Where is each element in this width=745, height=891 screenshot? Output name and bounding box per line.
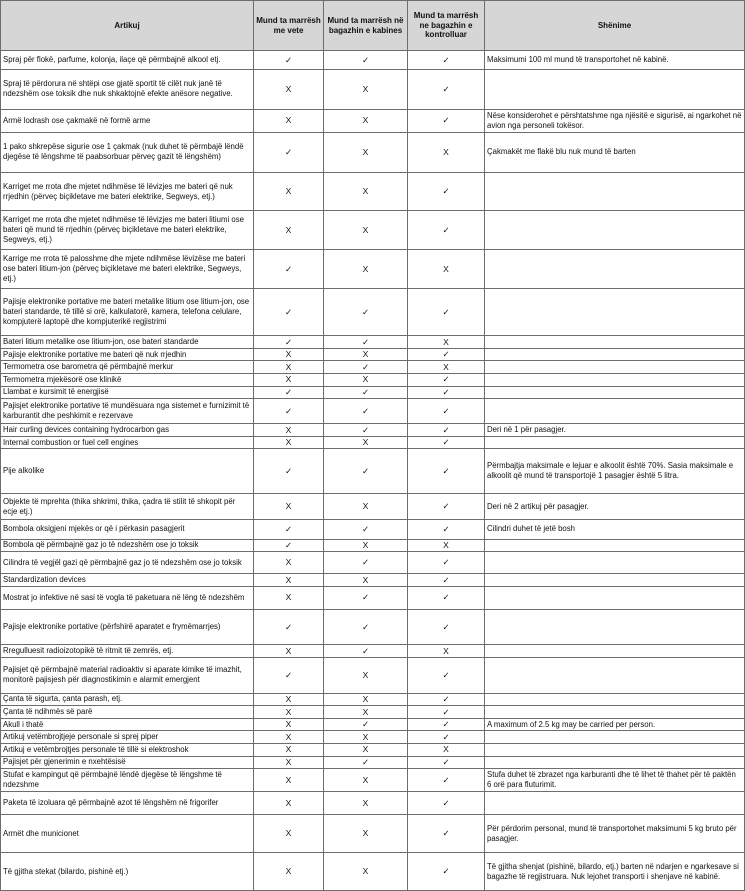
cell-notes	[485, 436, 745, 449]
table-row	[1, 853, 745, 891]
table-row	[1, 289, 745, 336]
cell-carry-on-person: X	[254, 693, 324, 706]
table-row	[1, 706, 745, 719]
table-row	[1, 436, 745, 449]
cell-item: Artikuj e vetëmbrojtjes personale të tillë si elektroshok	[1, 743, 254, 756]
table-row	[1, 769, 745, 792]
cell-notes	[485, 645, 745, 658]
cell-carry-on-person: X	[254, 211, 324, 250]
cell-item: Termometra mjekësorë ose klinikë	[1, 373, 254, 386]
cell-cabin-baggage: X	[324, 436, 408, 449]
table-row	[1, 386, 745, 399]
cell-carry-on-person: X	[254, 815, 324, 853]
column-header-carry-on-person: Mund ta marrësh me vete	[254, 1, 324, 51]
cell-carry-on-person: X	[254, 645, 324, 658]
table-row	[1, 361, 745, 374]
cell-cabin-baggage: ✓	[324, 718, 408, 731]
cell-carry-on-person: X	[254, 586, 324, 609]
cell-notes	[485, 586, 745, 609]
table-row	[1, 348, 745, 361]
cell-cabin-baggage: X	[324, 69, 408, 109]
cell-checked-baggage: ✓	[408, 519, 485, 539]
cell-checked-baggage: ✓	[408, 172, 485, 211]
cell-cabin-baggage: ✓	[324, 336, 408, 349]
cell-carry-on-person: ✓	[254, 519, 324, 539]
cell-checked-baggage: ✓	[408, 609, 485, 645]
table-row	[1, 609, 745, 645]
cell-cabin-baggage: X	[324, 693, 408, 706]
cell-checked-baggage: ✓	[408, 769, 485, 792]
cell-cabin-baggage: X	[324, 815, 408, 853]
cell-carry-on-person: X	[254, 109, 324, 132]
cell-item: Çanta të ndihmës së parë	[1, 706, 254, 719]
cell-cabin-baggage: X	[324, 373, 408, 386]
cell-checked-baggage: ✓	[408, 109, 485, 132]
cell-cabin-baggage: ✓	[324, 424, 408, 437]
cell-notes: Nëse konsiderohet e përshtatshme nga njësitë e sigurisë, ai ngarkohet në avion nga personeli tokësor.	[485, 109, 745, 132]
table-row	[1, 250, 745, 289]
cell-notes	[485, 361, 745, 374]
table-row	[1, 132, 745, 172]
cell-cabin-baggage: ✓	[324, 289, 408, 336]
cell-notes	[485, 609, 745, 645]
cell-checked-baggage: ✓	[408, 51, 485, 70]
cell-cabin-baggage: X	[324, 574, 408, 587]
cell-notes: A maximum of 2.5 kg may be carried per person.	[485, 718, 745, 731]
cell-carry-on-person: X	[254, 769, 324, 792]
cell-notes	[485, 743, 745, 756]
cell-carry-on-person: X	[254, 552, 324, 574]
cell-carry-on-person: X	[254, 172, 324, 211]
cell-carry-on-person: X	[254, 494, 324, 519]
cell-item: Stufat e kampingut që përmbajnë lëndë djegëse të lëngshme të ndezshme	[1, 769, 254, 792]
cell-checked-baggage: X	[408, 361, 485, 374]
cell-cabin-baggage: X	[324, 731, 408, 744]
cell-item: Pajisje elektronike portative (përfshirë aparatet e frymëmarrjes)	[1, 609, 254, 645]
cell-notes: Përmbajtja maksimale e lejuar e alkoolit është 70%. Sasia maksimale e alkoolit që mund të transportojë 1 pasagjer është 5 litra.	[485, 449, 745, 494]
cell-checked-baggage: X	[408, 336, 485, 349]
cell-item: Të gjitha stekat (bilardo, pishinë etj.)	[1, 853, 254, 891]
cell-notes	[485, 336, 745, 349]
column-header-checked-baggage: Mund ta marrësh ne bagazhin e kontrolluar	[408, 1, 485, 51]
cell-item: Artikuj vetëmbrojtjeje personale si sprej piper	[1, 731, 254, 744]
cell-cabin-baggage: ✓	[324, 552, 408, 574]
cell-checked-baggage: ✓	[408, 815, 485, 853]
cell-item: Hair curling devices containing hydrocarbon gas	[1, 424, 254, 437]
table-row	[1, 494, 745, 519]
cell-cabin-baggage: X	[324, 211, 408, 250]
cell-checked-baggage: ✓	[408, 574, 485, 587]
cell-cabin-baggage: X	[324, 658, 408, 694]
table-row	[1, 645, 745, 658]
cell-cabin-baggage: ✓	[324, 386, 408, 399]
cell-checked-baggage: ✓	[408, 211, 485, 250]
table-row	[1, 658, 745, 694]
cell-item: Paketa të izoluara që përmbajnë azot të lëngshëm në frigorifer	[1, 792, 254, 815]
cell-item: Bombola që përmbajnë gaz jo të ndezshëm ose jo toksik	[1, 539, 254, 552]
table-row	[1, 574, 745, 587]
cell-notes	[485, 792, 745, 815]
cell-item: Mostrat jo infektive në sasi të vogla të paketuara në lëng të ndezshëm	[1, 586, 254, 609]
cell-checked-baggage: X	[408, 250, 485, 289]
cell-notes: Të gjitha shenjat (pishinë, bilardo, etj.) barten në ndarjen e ngarkesave si bagazhe të regjistruara. Nuk lejohet transporti i shenjave në kabinë.	[485, 853, 745, 891]
cell-item: Standardization devices	[1, 574, 254, 587]
table-row	[1, 172, 745, 211]
cell-checked-baggage: ✓	[408, 399, 485, 424]
cell-carry-on-person: X	[254, 348, 324, 361]
cell-carry-on-person: X	[254, 69, 324, 109]
table-row	[1, 815, 745, 853]
cell-cabin-baggage: X	[324, 853, 408, 891]
cell-item: Internal combustion or fuel cell engines	[1, 436, 254, 449]
cell-cabin-baggage: X	[324, 172, 408, 211]
cell-notes	[485, 348, 745, 361]
cell-item: Armët dhe municionet	[1, 815, 254, 853]
cell-notes: Maksimumi 100 ml mund të transportohet në kabinë.	[485, 51, 745, 70]
cell-notes	[485, 574, 745, 587]
cell-item: Objekte të mprehta (thika shkrimi, thika, çadra të stilit të shkopit për ecje etj.)	[1, 494, 254, 519]
cell-cabin-baggage: X	[324, 769, 408, 792]
cell-checked-baggage: ✓	[408, 289, 485, 336]
cell-checked-baggage: X	[408, 539, 485, 552]
cell-carry-on-person: X	[254, 574, 324, 587]
table-row	[1, 693, 745, 706]
cell-carry-on-person: X	[254, 436, 324, 449]
cell-item: Armë lodrash ose çakmakë në formë arme	[1, 109, 254, 132]
cell-notes: Çakmakët me flakë blu nuk mund të barten	[485, 132, 745, 172]
cell-carry-on-person: X	[254, 361, 324, 374]
cell-carry-on-person: ✓	[254, 399, 324, 424]
cell-item: Akull i thatë	[1, 718, 254, 731]
table-row	[1, 731, 745, 744]
cell-carry-on-person: ✓	[254, 658, 324, 694]
cell-notes	[485, 386, 745, 399]
cell-cabin-baggage: X	[324, 743, 408, 756]
table-row	[1, 336, 745, 349]
cell-item: Pije alkolike	[1, 449, 254, 494]
cell-carry-on-person: X	[254, 853, 324, 891]
table-row	[1, 792, 745, 815]
cell-carry-on-person: ✓	[254, 449, 324, 494]
table-row	[1, 51, 745, 70]
cell-notes	[485, 69, 745, 109]
table-row	[1, 424, 745, 437]
table-row	[1, 718, 745, 731]
cell-checked-baggage: ✓	[408, 373, 485, 386]
cell-notes	[485, 373, 745, 386]
cell-cabin-baggage: ✓	[324, 449, 408, 494]
cell-item: Pajisjet elektronike portative të mundësuara nga sistemet e furnizimit të karburantit dhe peshkimit e rezervave	[1, 399, 254, 424]
cell-cabin-baggage: ✓	[324, 756, 408, 769]
table-row	[1, 743, 745, 756]
cell-checked-baggage: ✓	[408, 731, 485, 744]
cell-checked-baggage: ✓	[408, 792, 485, 815]
cell-carry-on-person: ✓	[254, 386, 324, 399]
cell-item: Bateri litium metalike ose litium-jon, ose bateri standarde	[1, 336, 254, 349]
cell-cabin-baggage: X	[324, 132, 408, 172]
cell-cabin-baggage: ✓	[324, 586, 408, 609]
cell-item: Pajisjet që përmbajnë material radioaktiv si aparate kimike të imazhit, monitorë pajisjesh për diagnostikimin e alarmit emergjent	[1, 658, 254, 694]
cell-carry-on-person: ✓	[254, 609, 324, 645]
cell-item: Llambat e kursimit të energjisë	[1, 386, 254, 399]
cell-cabin-baggage: X	[324, 109, 408, 132]
cell-notes	[485, 172, 745, 211]
cell-cabin-baggage: X	[324, 706, 408, 719]
column-header-notes: Shënime	[485, 1, 745, 51]
cell-notes	[485, 539, 745, 552]
cell-checked-baggage: ✓	[408, 552, 485, 574]
table-row	[1, 756, 745, 769]
header-row	[1, 1, 745, 51]
cell-checked-baggage: ✓	[408, 348, 485, 361]
cell-checked-baggage: ✓	[408, 449, 485, 494]
cell-checked-baggage: X	[408, 645, 485, 658]
cell-cabin-baggage: ✓	[324, 645, 408, 658]
cell-item: Pajisje elektronike portative me bateri që nuk rrjedhin	[1, 348, 254, 361]
cell-carry-on-person: X	[254, 424, 324, 437]
cell-item: Spraj të përdorura në shtëpi ose gjatë sportit të cilët nuk janë të ndezshëm ose toksik dhe nuk shkaktojnë efekte anësore negative.	[1, 69, 254, 109]
cell-cabin-baggage: ✓	[324, 519, 408, 539]
cell-checked-baggage: ✓	[408, 69, 485, 109]
table-row	[1, 519, 745, 539]
table-body	[1, 51, 745, 891]
cell-notes: Për përdorim personal, mund të transportohet maksimumi 5 kg bruto për pasagjer.	[485, 815, 745, 853]
column-header-cabin-baggage: Mund ta marrësh në bagazhin e kabines	[324, 1, 408, 51]
cell-cabin-baggage: ✓	[324, 609, 408, 645]
table-row	[1, 539, 745, 552]
cell-cabin-baggage: X	[324, 494, 408, 519]
cell-notes	[485, 706, 745, 719]
cell-item: Pajisjet për gjenerimin e nxehtësisë	[1, 756, 254, 769]
cell-checked-baggage: ✓	[408, 658, 485, 694]
cell-notes	[485, 399, 745, 424]
cell-notes: Cilindri duhet të jetë bosh	[485, 519, 745, 539]
cell-checked-baggage: ✓	[408, 706, 485, 719]
cell-carry-on-person: ✓	[254, 250, 324, 289]
cell-notes	[485, 552, 745, 574]
cell-checked-baggage: ✓	[408, 586, 485, 609]
cell-cabin-baggage: X	[324, 348, 408, 361]
column-header-item: Artikuj	[1, 1, 254, 51]
table-row	[1, 211, 745, 250]
cell-checked-baggage: ✓	[408, 386, 485, 399]
table-row	[1, 586, 745, 609]
cell-checked-baggage: ✓	[408, 693, 485, 706]
cell-carry-on-person: ✓	[254, 289, 324, 336]
cell-checked-baggage: ✓	[408, 424, 485, 437]
cell-item: Pajisje elektronike portative me bateri metalike litium ose litium-jon, ose bateri standarde, të tillë si orë, kalkulatorë, kamera, telefona celulare, kompjuterë laptopë dhe kompjuterikë regjistrimi	[1, 289, 254, 336]
table-row	[1, 552, 745, 574]
cell-item: Karriget me rrota dhe mjetet ndihmëse të lëvizjes me bateri që nuk rrjedhin (përveç biçikletave me bateri elektrike, Segweys, etj.)	[1, 172, 254, 211]
table-row	[1, 373, 745, 386]
cell-carry-on-person: X	[254, 706, 324, 719]
cell-carry-on-person: X	[254, 718, 324, 731]
table-row	[1, 399, 745, 424]
cell-carry-on-person: X	[254, 743, 324, 756]
cell-carry-on-person: X	[254, 373, 324, 386]
cell-checked-baggage: ✓	[408, 756, 485, 769]
cell-checked-baggage: ✓	[408, 718, 485, 731]
cell-notes: Deri në 1 për pasagjer.	[485, 424, 745, 437]
cell-notes	[485, 658, 745, 694]
cell-item: Termometra ose barometra që përmbajnë merkur	[1, 361, 254, 374]
cell-carry-on-person: ✓	[254, 539, 324, 552]
cell-checked-baggage: X	[408, 132, 485, 172]
cell-cabin-baggage: ✓	[324, 361, 408, 374]
cell-carry-on-person: X	[254, 731, 324, 744]
cell-notes	[485, 211, 745, 250]
cell-checked-baggage: ✓	[408, 494, 485, 519]
cell-checked-baggage: ✓	[408, 853, 485, 891]
table-row	[1, 109, 745, 132]
cell-item: Çanta të sigurta, çanta parash, etj.	[1, 693, 254, 706]
cell-item: Bombola oksigjeni mjekës or që i përkasin pasagjerit	[1, 519, 254, 539]
cell-checked-baggage: ✓	[408, 436, 485, 449]
cell-cabin-baggage: X	[324, 539, 408, 552]
table-row	[1, 69, 745, 109]
cell-notes	[485, 250, 745, 289]
cell-item: Karrige me rrota të palosshme dhe mjete ndihmëse lëvizëse me bateri ose bateri litium-jon (përveç biçikletave me bateri elektrike, Segweys, etj.)	[1, 250, 254, 289]
cell-cabin-baggage: ✓	[324, 399, 408, 424]
cell-cabin-baggage: X	[324, 792, 408, 815]
cell-carry-on-person: ✓	[254, 51, 324, 70]
cell-item: Spraj për flokë, parfume, kolonja, ilaçe që përmbajnë alkool etj.	[1, 51, 254, 70]
table-row	[1, 449, 745, 494]
cell-carry-on-person: X	[254, 792, 324, 815]
cell-notes	[485, 289, 745, 336]
cell-cabin-baggage: ✓	[324, 51, 408, 70]
cell-item: 1 pako shkrepëse sigurie ose 1 çakmak (nuk duhet të përmbajë lëndë djegëse të lëngshme të paabsorbuar përveç gazit të lëngshëm)	[1, 132, 254, 172]
cell-notes	[485, 756, 745, 769]
cell-item: Cilindra të vegjël gazi që përmbajnë gaz jo të ndezshëm ose jo toksik	[1, 552, 254, 574]
cell-notes	[485, 731, 745, 744]
cell-carry-on-person: X	[254, 756, 324, 769]
cell-checked-baggage: X	[408, 743, 485, 756]
cell-item: Karriget me rrota dhe mjetet ndihmëse të lëvizjes me bateri litiumi ose bateri që mund të rrjedhin (përveç biçikletave me bateri elektrike, Segweys, etj.)	[1, 211, 254, 250]
cell-carry-on-person: ✓	[254, 336, 324, 349]
cell-notes: Stufa duhet të zbrazet nga karburanti dhe të lihet të thahet për të paktën 6 orë para fluturimit.	[485, 769, 745, 792]
cell-item: Rregulluesit radioizotopikë të ritmit të zemrës, etj.	[1, 645, 254, 658]
cell-notes: Deri në 2 artikuj për pasagjer.	[485, 494, 745, 519]
cell-cabin-baggage: X	[324, 250, 408, 289]
cell-notes	[485, 693, 745, 706]
cell-carry-on-person: ✓	[254, 132, 324, 172]
